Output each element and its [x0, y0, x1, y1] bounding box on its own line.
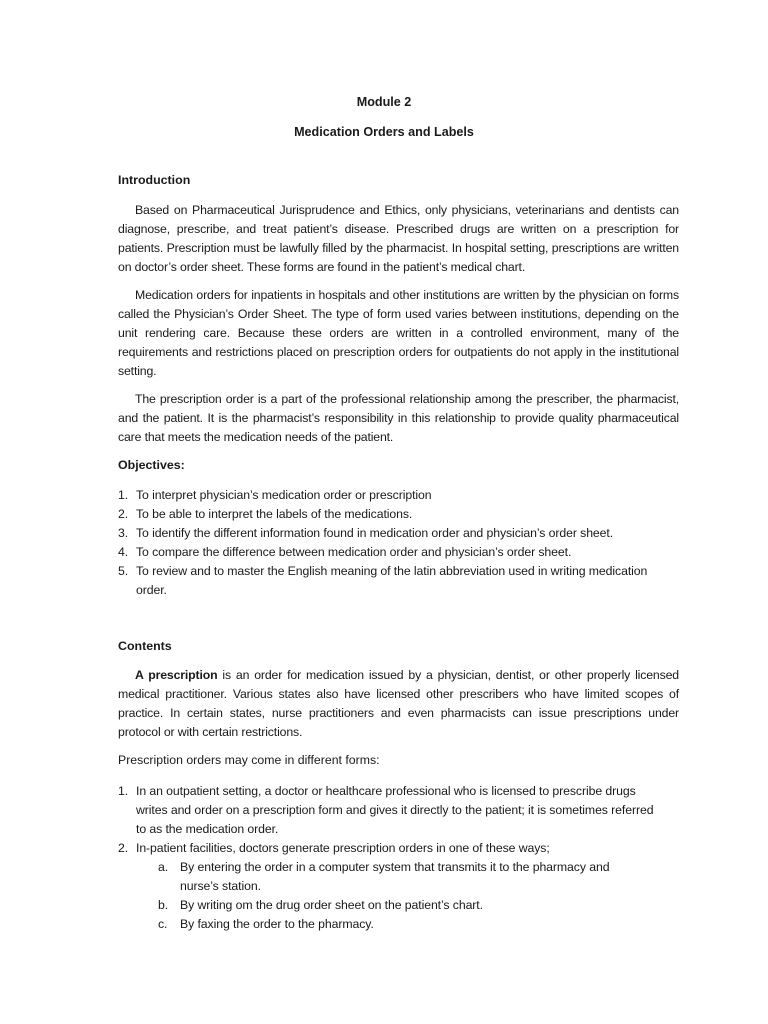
objectives-list — [118, 486, 648, 600]
contents-paragraph-1-text: is an order for medication issued by a physician, dentist, or other properly licensed medical practitioner. Various states also have licensed other prescribers who have limited scopes of practice. In certain states, nurse practitioners and even pharmacists can issue prescriptions under protocol or with certain restrictions. — [118, 668, 679, 739]
intro-paragraph-3 — [118, 390, 679, 447]
list-item — [118, 505, 648, 524]
list-item — [118, 543, 648, 562]
term-prescription: A prescription — [135, 668, 218, 682]
list-item — [158, 858, 644, 896]
page-title: Medication Orders and Labels — [294, 125, 474, 139]
module-label: Module 2 — [356, 95, 412, 109]
list-text: By faxing the order to the pharmacy. — [180, 917, 374, 931]
list-letter: c. — [158, 917, 168, 931]
list-letter: a. — [158, 860, 169, 874]
contents-heading: Contents — [118, 639, 172, 653]
list-number: 4. — [118, 545, 129, 559]
list-letter: b. — [158, 898, 169, 912]
contents-paragraph-1 — [118, 666, 679, 742]
list-item — [158, 896, 644, 915]
list-text: To identify the different information found in medication order and physician’s order sheet. — [136, 526, 614, 540]
list-item — [118, 782, 666, 839]
list-text: In-patient facilities, doctors generate prescription orders in one of these ways; — [136, 841, 550, 855]
list-text: To interpret physician’s medication order or prescription — [136, 488, 432, 502]
list-item — [118, 562, 648, 600]
forms-list — [118, 782, 666, 934]
list-text: To be able to interpret the labels of the medications. — [136, 507, 413, 521]
intro-paragraph-3-text: The prescription order is a part of the professional relationship among the prescriber, the pharmacist, and the patient. It is the pharmacist’s responsibility in this relationship to provide quality pharmaceutical care that meets the medication needs of the patient. — [118, 392, 679, 444]
list-number: 5. — [118, 564, 129, 578]
list-number: 1. — [118, 488, 129, 502]
list-text: In an outpatient setting, a doctor or healthcare professional who is licensed to prescribe drugs writes and order on a prescription form and gives it directly to the patient; it is sometimes referred to as the medication order. — [136, 784, 654, 836]
list-number: 1. — [118, 784, 129, 798]
list-number: 2. — [118, 841, 129, 855]
list-item — [118, 524, 648, 543]
list-item — [118, 839, 666, 934]
list-number: 3. — [118, 526, 129, 540]
intro-paragraph-1-text: Based on Pharmaceutical Jurisprudence and Ethics, only physicians, veterinarians and dentists can diagnose, prescribe, and treat patient’s disease. Prescribed drugs are written on a prescription for patients. Prescription must be lawfully filled by the pharmacist. In hospital setting, prescriptions are written on doctor’s order sheet. These forms are found in the patient’s medical chart. — [118, 203, 679, 274]
list-text: To compare the difference between medication order and physician’s order sheet. — [136, 545, 572, 559]
intro-paragraph-2 — [118, 286, 679, 381]
list-item — [158, 915, 644, 934]
ways-list — [158, 858, 644, 934]
list-item — [118, 486, 648, 505]
list-text: To review and to master the English meaning of the latin abbreviation used in writing medication order. — [136, 564, 648, 597]
list-number: 2. — [118, 507, 129, 521]
intro-paragraph-2-text: Medication orders for inpatients in hospitals and other institutions are written by the physician on forms called the Physician’s Order Sheet. The type of form used varies between institutions, depending on the unit rendering care. Because these orders are written in a controlled environment, many of the requirements and restrictions placed on prescription orders for outpatients do not apply in the institutional setting. — [118, 288, 679, 378]
introduction-heading: Introduction — [118, 173, 191, 187]
objectives-heading: Objectives: — [118, 458, 185, 472]
forms-intro: Prescription orders may come in different forms: — [118, 753, 380, 767]
intro-paragraph-1 — [118, 201, 679, 277]
list-text: By entering the order in a computer system that transmits it to the pharmacy and nurse’s station. — [180, 860, 610, 893]
list-text: By writing om the drug order sheet on the patient’s chart. — [180, 898, 483, 912]
